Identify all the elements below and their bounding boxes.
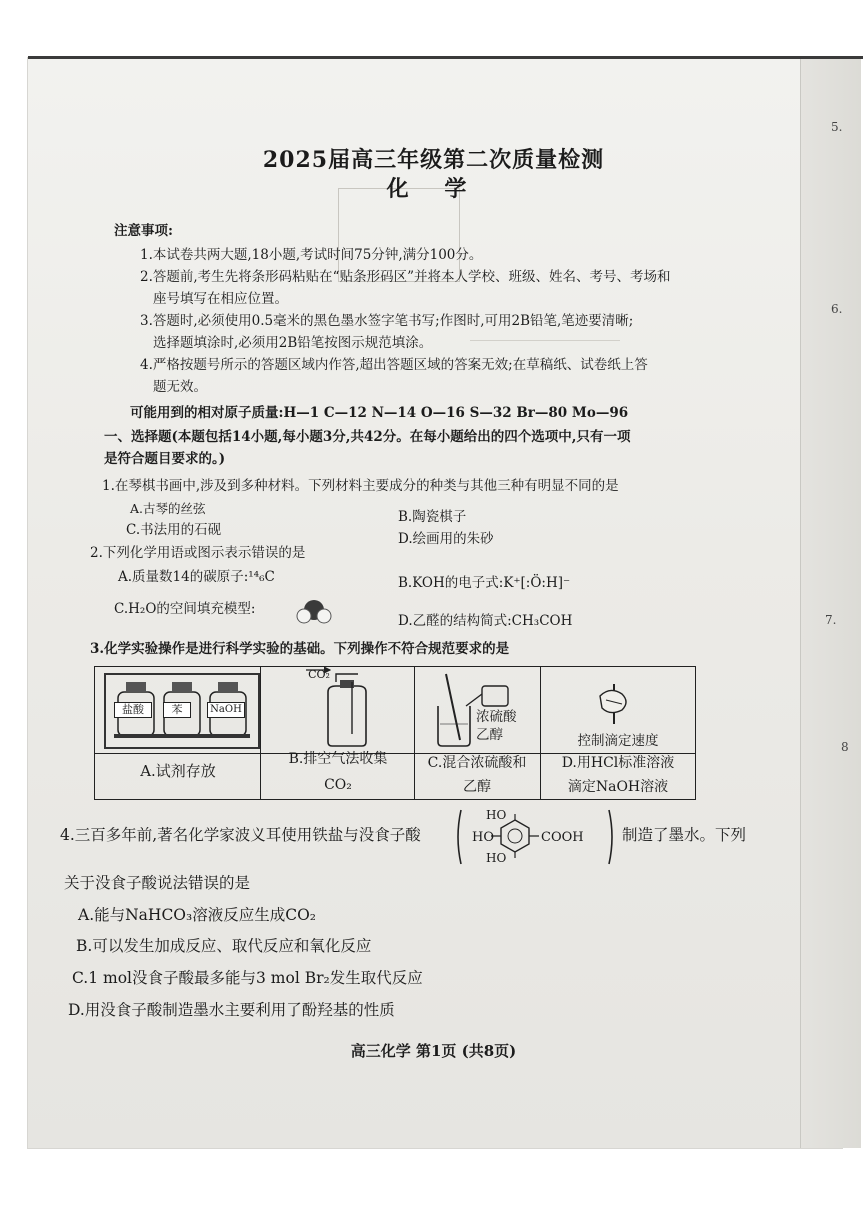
next-page-edge: [800, 58, 861, 1148]
water-space-filling-model: [296, 598, 332, 624]
q3-option-b-line2: CO₂: [324, 777, 352, 793]
conc-sulfuric-acid-label: 浓硫酸: [476, 709, 517, 725]
q3-option-d-line1: D.用HCl标准溶液: [561, 755, 675, 771]
q3-stem: 3.化学实验操作是进行科学实验的基础。下列操作不符合规范要求的是: [90, 641, 510, 657]
q1-stem: 1.在琴棋书画中,涉及到多种材料。下列材料主要成分的种类与其他三种有明显不同的是: [102, 478, 619, 494]
q1-option-d: D.绘画用的朱砂: [398, 531, 494, 547]
q4-option-a: A.能与NaHCO₃溶液反应生成CO₂: [78, 906, 317, 924]
co2-inlet-label: CO₂: [308, 668, 330, 681]
hydroxyl-top: HO: [486, 808, 507, 822]
carboxyl-group: COOH: [541, 830, 584, 845]
hydroxyl-left: HO: [472, 830, 494, 845]
notice-heading: 注意事项:: [114, 223, 173, 239]
q4-option-b: B.可以发生加成反应、取代反应和氧化反应: [76, 937, 372, 955]
q4-option-d: D.用没食子酸制造墨水主要利用了酚羟基的性质: [68, 1001, 395, 1019]
titration-hand-icon: [592, 684, 638, 724]
gas-collection-bottle-icon: [300, 664, 390, 748]
q3-option-d-line2: 滴定NaOH溶液: [567, 779, 669, 795]
q3-option-c-line1: C.混合浓硫酸和: [427, 755, 527, 771]
notice-item: 1.本试卷共两大题,18小题,考试时间75分钟,满分100分。: [140, 247, 483, 263]
bottle-label-hcl: 盐酸: [114, 702, 152, 718]
q3-option-c-line2: 乙醇: [463, 779, 491, 795]
q1-option-b: B.陶瓷棋子: [398, 509, 467, 525]
q4-stem: 4.三百多年前,著名化学家波义耳使用铁盐与没食子酸: [60, 826, 421, 844]
section-heading-cont: 是符合题目要求的。): [104, 451, 226, 467]
subject-title: 化 学: [386, 176, 481, 202]
q2-option-d: D.乙醛的结构简式:CH₃COH: [398, 613, 573, 629]
q4-option-c: C.1 mol没食子酸最多能与3 mol Br₂发生取代反应: [72, 969, 423, 987]
notice-item: 2.答题前,考生先将条形码粘贴在“贴条形码区”并将本人学校、班级、姓名、考号、考场和: [140, 269, 671, 285]
atomic-masses: 可能用到的相对原子质量:H—1 C—12 N—14 O—16 S—32 Br—80 Mo—96: [130, 405, 629, 421]
notice-item: 3.答题时,必须使用0.5毫米的黑色墨水签字笔书写;作图时,可用2B铅笔,笔迹要清晰;: [140, 313, 634, 329]
q1-option-a: A.古琴的丝弦: [130, 501, 206, 516]
bottle-label-naoh: NaOH: [207, 702, 245, 718]
q2-option-b: B.KOH的电子式:K⁺[:Ö:H]⁻: [398, 575, 571, 591]
section-heading: 一、选择题(本题包括14小题,每小题3分,共42分。在每小题给出的四个选项中,只有一项: [104, 429, 631, 445]
exam-title: 2025届高三年级第二次质量检测: [262, 147, 605, 173]
q1-option-c: C.书法用的石砚: [126, 522, 222, 538]
q2-option-a: A.质量数14的碳原子:¹⁴₆C: [118, 569, 275, 585]
q4-stem-cont: 制造了墨水。下列: [622, 826, 747, 844]
q2-option-c: C.H₂O的空间填充模型:: [114, 601, 256, 617]
q2-stem: 2.下列化学用语或图示表示错误的是: [90, 545, 306, 561]
notice-item: 选择题填涂时,必须用2B铅笔按图示规范填涂。: [153, 335, 433, 351]
page-top-edge: [28, 56, 863, 59]
notice-item: 4.严格按题号所示的答题区域内作答,超出答题区域的答案无效;在草稿纸、试卷纸上答: [140, 357, 648, 373]
control-titration-speed-label: 控制滴定速度: [577, 733, 659, 749]
notice-item: 座号填写在相应位置。: [153, 291, 288, 307]
ethanol-label: 乙醇: [476, 727, 503, 743]
margin-mark: 7.: [825, 613, 837, 627]
margin-mark: 6.: [831, 302, 843, 316]
q3-option-b-line1: B.排空气法收集: [288, 751, 388, 767]
hydroxyl-bottom: HO: [486, 851, 507, 865]
margin-mark: 5.: [831, 120, 843, 134]
q4-stem-line2: 关于没食子酸说法错误的是: [64, 874, 251, 892]
page-footer: 高三化学 第1页 (共8页): [350, 1042, 517, 1060]
notice-item: 题无效。: [153, 379, 207, 395]
margin-mark: 8: [841, 740, 849, 754]
bottle-label-benzene: 苯: [163, 702, 191, 718]
q3-option-a: A.试剂存放: [140, 762, 216, 780]
